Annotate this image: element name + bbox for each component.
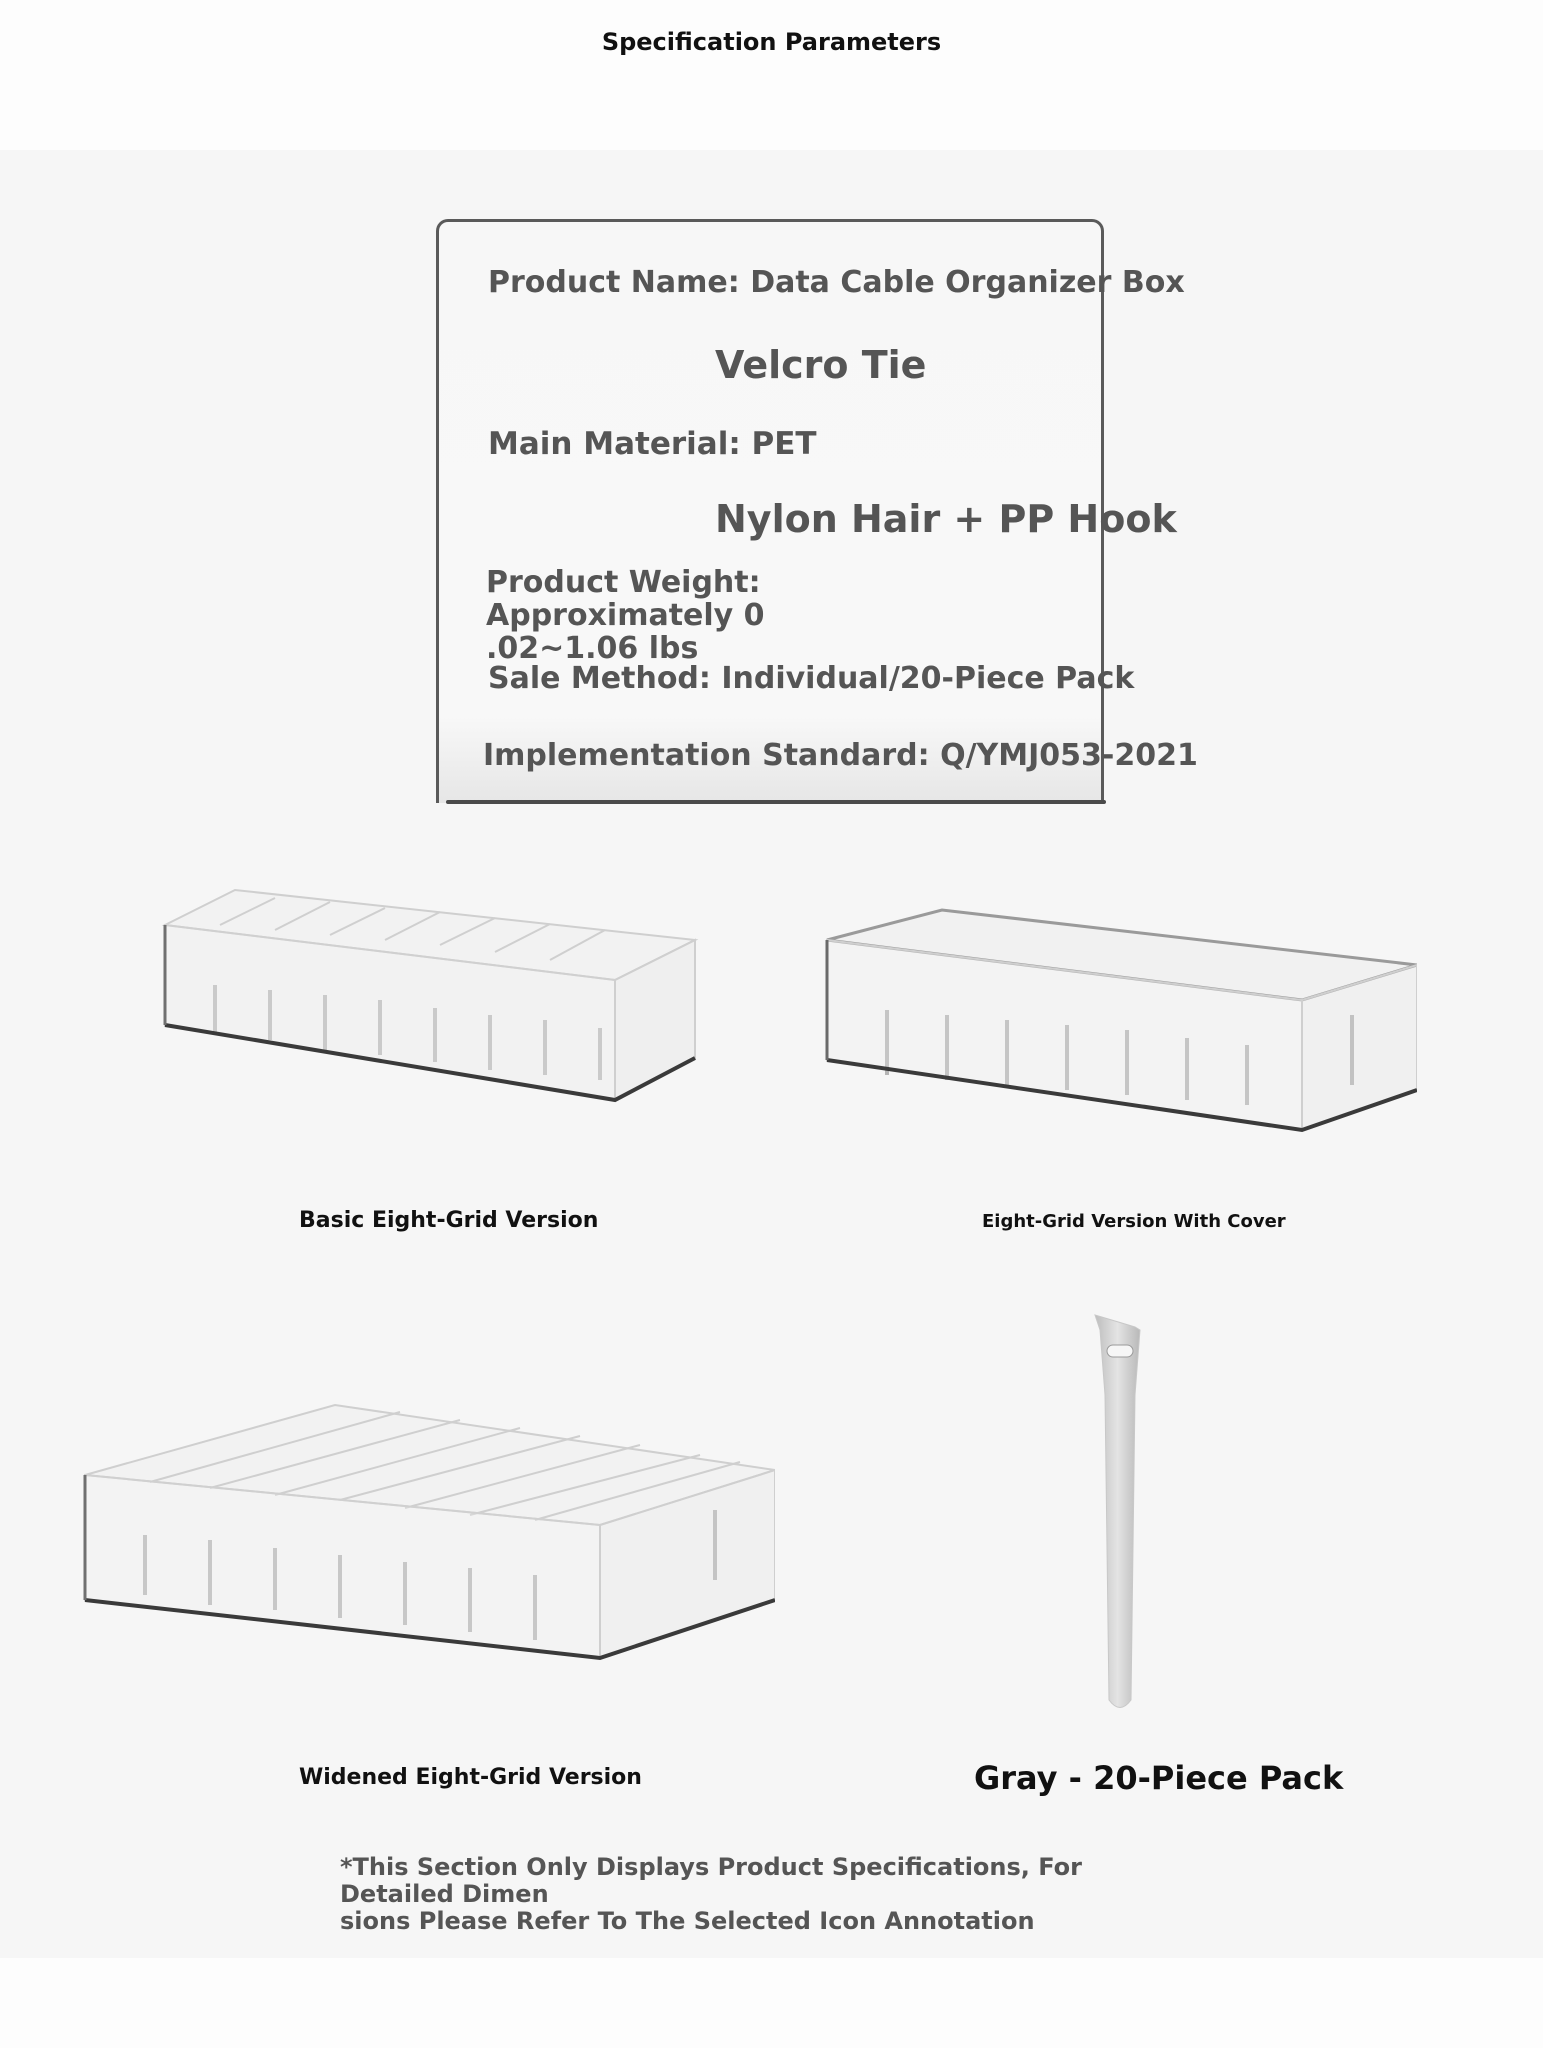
- spec-standard: Implementation Standard: Q/YMJ053-2021: [483, 738, 1198, 773]
- page-title: Specification Parameters: [601, 28, 942, 56]
- spec-product-name: Product Name: Data Cable Organizer Box: [488, 265, 1185, 300]
- basic-organizer-image: [155, 880, 700, 1110]
- spec-nylon: Nylon Hair + PP Hook: [715, 497, 1177, 541]
- spec-main-material: Main Material: PET: [488, 426, 817, 462]
- spec-weight: Product Weight: Approximately 0 .02~1.06 lbs: [486, 565, 765, 666]
- widened-organizer-image: [80, 1400, 775, 1665]
- spec-velcro: Velcro Tie: [715, 343, 927, 387]
- footer-note: *This Section Only Displays Product Specifications, For Detailed Dimen sions Please Refer To The Selected Icon Annotation: [340, 1853, 1083, 1935]
- caption-velcro-pack: Gray - 20-Piece Pack: [974, 1759, 1344, 1797]
- spec-card-base: [446, 800, 1106, 804]
- caption-widened-version: Widened Eight-Grid Version: [299, 1765, 642, 1790]
- spec-sale-method: Sale Method: Individual/20-Piece Pack: [488, 661, 1135, 696]
- covered-organizer-image: [822, 900, 1417, 1140]
- velcro-tie-image: [1085, 1305, 1167, 1720]
- caption-basic-version: Basic Eight-Grid Version: [299, 1208, 599, 1233]
- caption-covered-version: Eight-Grid Version With Cover: [982, 1211, 1286, 1232]
